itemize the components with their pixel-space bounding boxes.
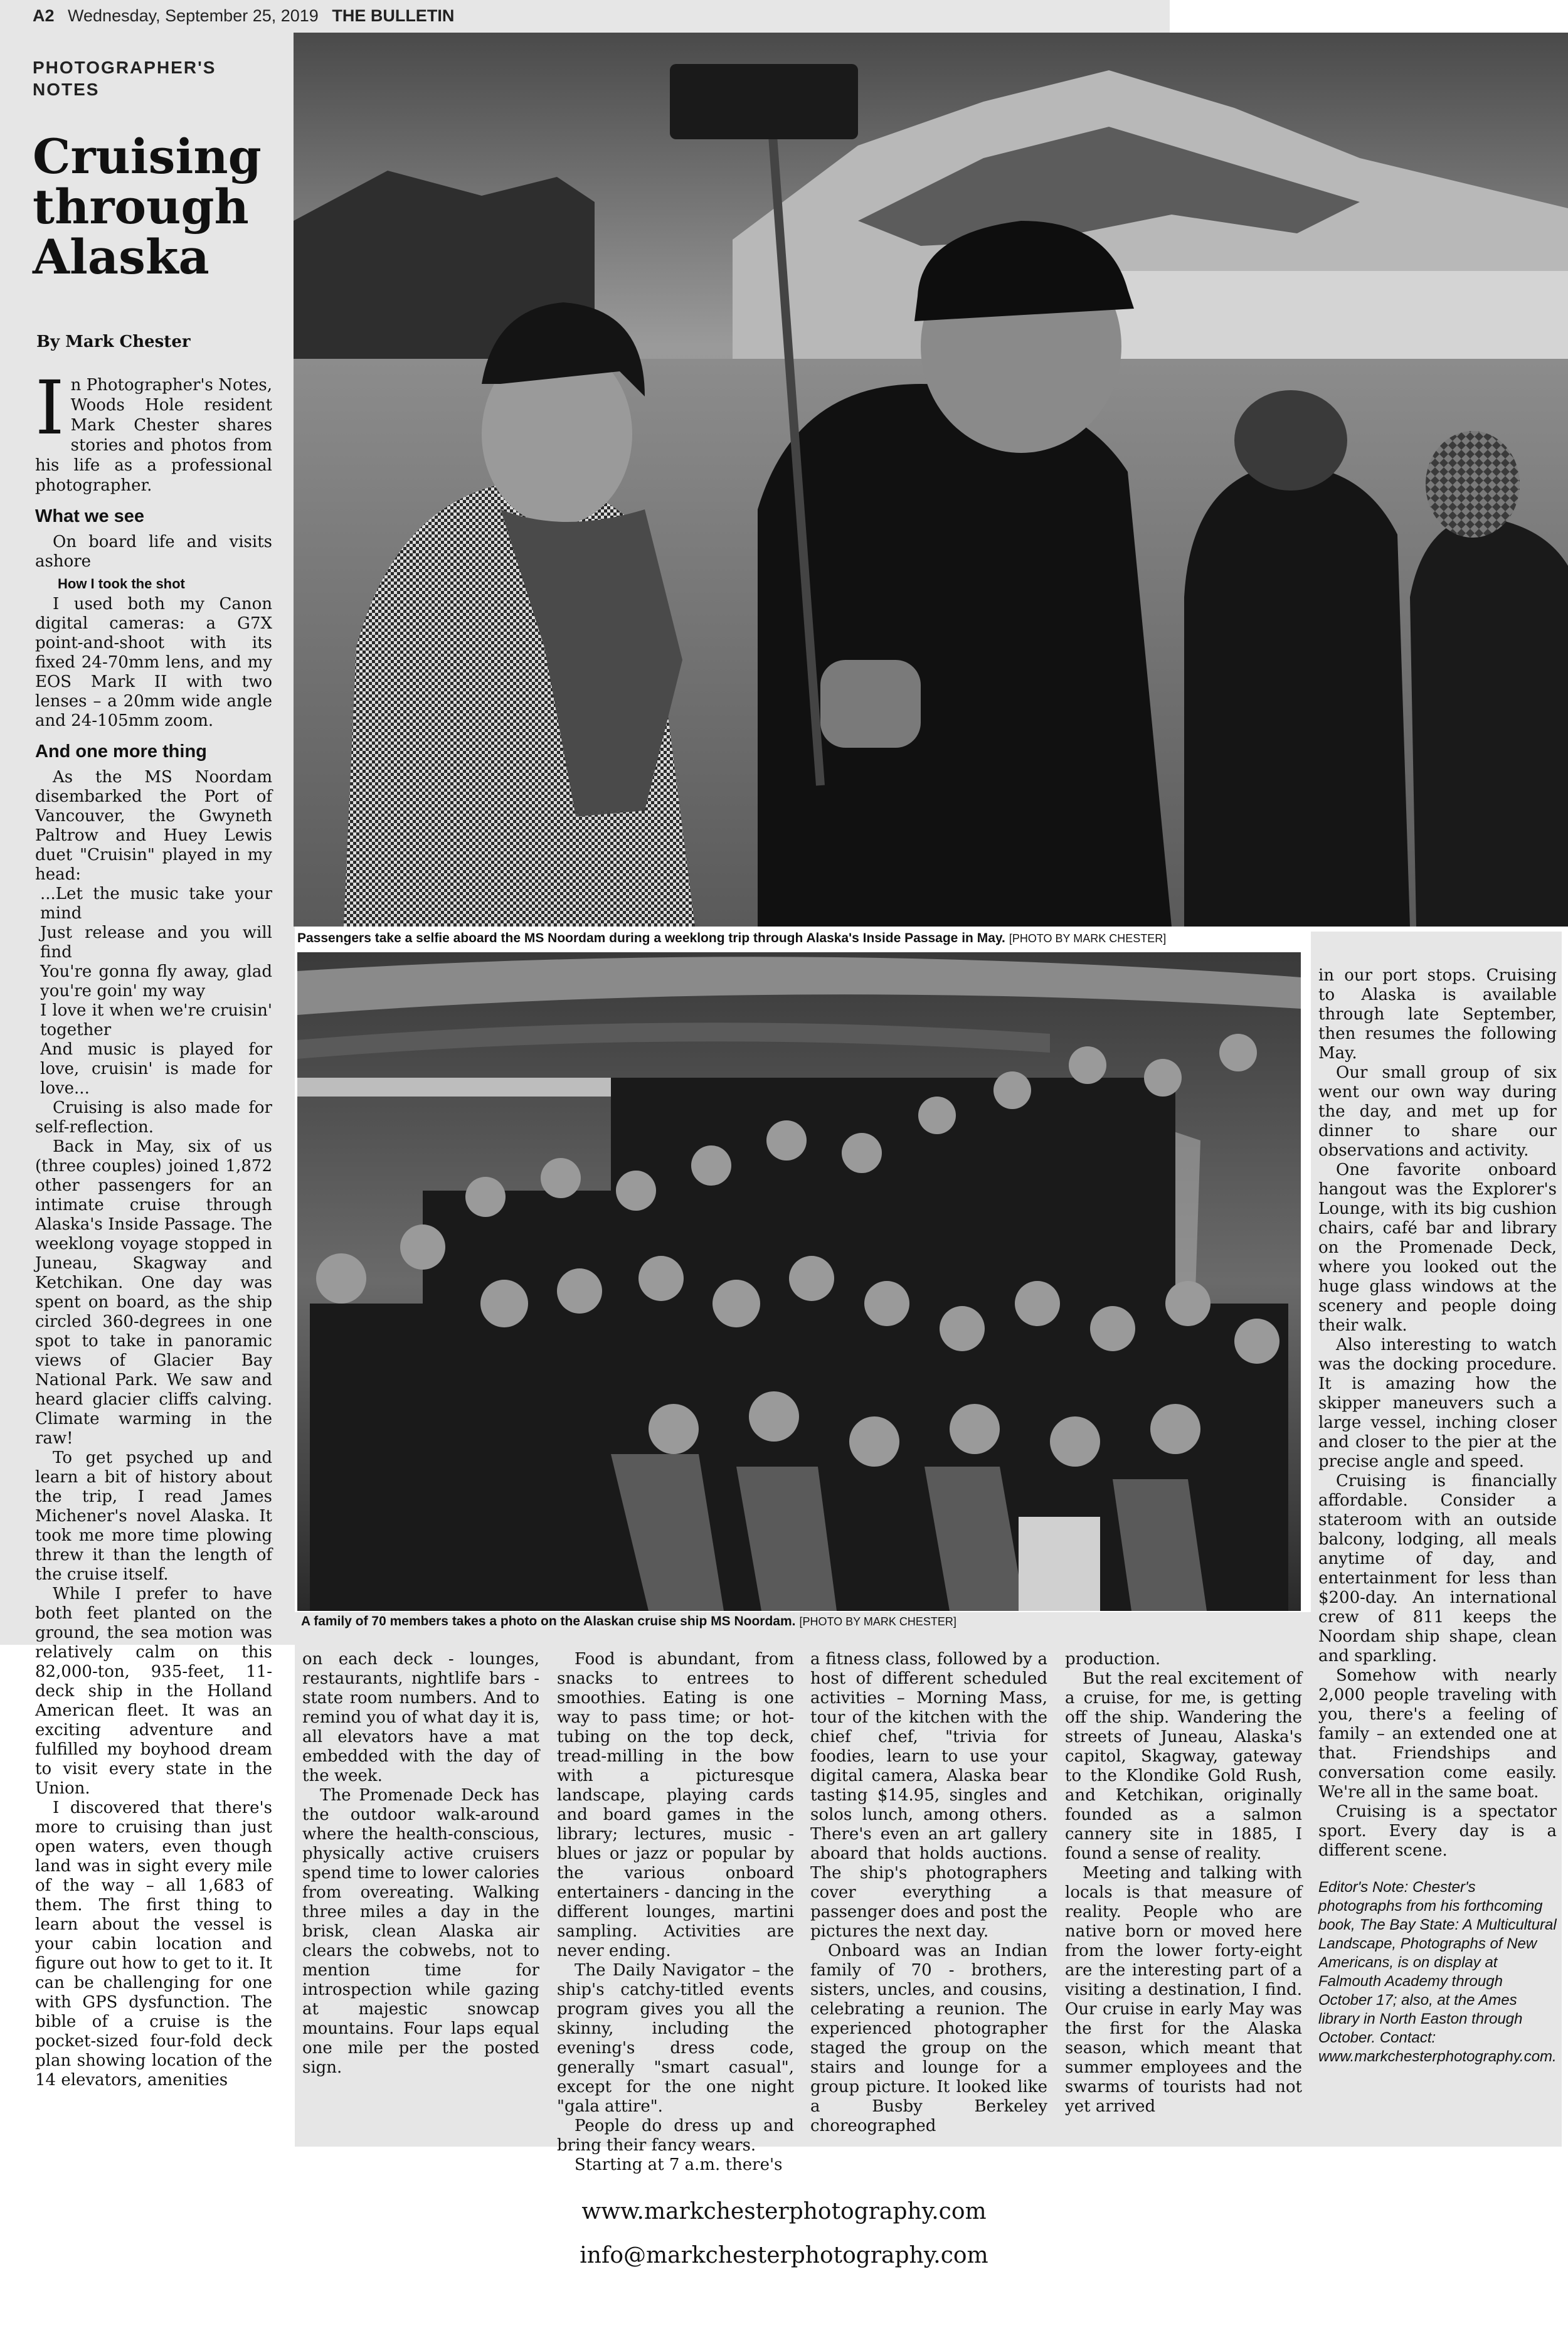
photo-family	[297, 952, 1301, 1611]
page-number: A2	[33, 6, 55, 25]
paragraph: Food is abundant, from snacks to entrees to smoothies. Eating is one way to pass time; or hot-tubing on the top deck, tread-milling in the bow with a picturesque landscape, playing cards and board games in the library; lectures, music - blues or jazz or popular by the various onboard entertainers - dancing in the different lounges, martini sampling. Activities are never ending.	[557, 1650, 794, 1960]
page-header	[33, 6, 454, 26]
article-column-3	[557, 1650, 794, 2175]
paragraph: While I prefer to have both feet planted on the ground, the sea motion was relatively calm on this 82,000-ton, 935-feet, 11-deck ship in the Holland American fleet. It was an exciting adventure and fulfilled my boyhood dream to visit every state in the Union.	[35, 1585, 272, 1798]
paragraph: Cruising is also made for self-reflection.	[35, 1098, 272, 1137]
article-headline: Cruising through Alaska	[33, 129, 262, 285]
article-column-4	[810, 1650, 1047, 2136]
paragraph: People do dress up and bring their fancy wears.	[557, 2117, 794, 2155]
lyric-line: And music is played for love, cruisin' is made for love...	[40, 1040, 272, 1098]
paragraph: I discovered that there's more to cruising than just open waters, even though land was in sight every mile of the way – all 1,683 of them. The first thing to learn about the vessel is your cabin location and figure out how to get to it. It can be challenging for one with GPS dysfunction. The bible of a cruise is the pocket-sized four-fold deck plan showing location of the 14 elevators, amenities	[35, 1798, 272, 2090]
section-kicker: PHOTOGRAPHER'S NOTES	[33, 58, 216, 99]
paragraph: a fitness class, followed by a host of different scheduled activities – Morning Mass, tour of the kitchen with the chief chef, "trivia for foodies, learn to use your digital camera, Alaska bear tasting $14.95, singles and solos lunch, among others. There's even an art gallery aboard that holds auctions. The ship's photographers cover everything a passenger does and post the pictures the next day.	[810, 1650, 1047, 1941]
byline: By Mark Chester	[36, 332, 191, 351]
footer-email: info@markchesterphotography.com	[580, 2243, 988, 2268]
paragraph: Our small group of six went our own way during the day, and met up for dinner to share our observations and activity.	[1318, 1063, 1557, 1160]
paragraph: As the MS Noordam disembarked the Port of Vancouver, the Gwyneth Paltrow and Huey Lewis duet "Cruisin" played in my head:	[35, 768, 272, 884]
paragraph: Somehow with nearly 2,000 people traveling with you, there's a feeling of family – an extended one at that. Friendships and conversation come easily. We're all in the same boat.	[1318, 1666, 1557, 1802]
paragraph: But the real excitement of a cruise, for me, is getting off the ship. Wandering the streets of Juneau, Alaska's capitol, Skagway, gateway to the Klondike Gold Rush, and Ketchikan, originally founded as a salmon cannery site in 1885, I found a sense of reality.	[1065, 1669, 1302, 1863]
paragraph: The Daily Navigator – the ship's catchy-titled events program gives you all the skinny, including the evening's dress code, generally "smart casual", except for the one night "gala attire".	[557, 1961, 794, 2116]
paragraph: Onboard was an Indian family of 70 - brothers, sisters, uncles, and cousins, celebrating a reunion. The experienced photographer staged the group on the stairs and lounge for a group picture. It looked like a Busby Berkeley choreographed	[810, 1942, 1047, 2135]
photo-credit: [PHOTO BY MARK CHESTER]	[799, 1615, 956, 1628]
lyric-line: You're gonna fly away, glad you're goin' my way	[40, 962, 272, 1001]
article-column-6	[1318, 966, 1557, 2066]
paragraph: in our port stops. Cruising to Alaska is available through late September, then resumes the following May.	[1318, 966, 1557, 1063]
editors-note: Editor's Note: Chester's photographs from his forthcoming book, The Bay State: A Multicultural Landscape, Photographs of New Americans, is on display at Falmouth Academy through October 17; also, at the Ames library in North Easton through October. Contact: www.markchesterphotography.com.	[1318, 1879, 1557, 2065]
drop-cap: I	[35, 364, 65, 451]
lyric-line: ...Let the music take your mind	[40, 884, 272, 923]
photo-caption-selfie	[297, 931, 1166, 946]
newspaper-name: THE BULLETIN	[332, 6, 455, 25]
article-column-5	[1065, 1650, 1302, 2117]
paragraph: Meeting and talking with locals is that measure of reality. People who are native born or moved here from the lower forty-eight are the interesting part of a visiting a destination, I find. Our cruise in early May was the first for the Alaska season, which meant that summer employees and the swarms of tourists had not yet arrived	[1065, 1864, 1302, 2116]
subhead-how-i-took: How I took the shot	[58, 576, 185, 592]
paragraph: The Promenade Deck has the outdoor walk-around where the health-conscious, physically active cruisers spend time to lower calories from overeating. Walking three miles a day in the brisk, clean Alaska air clears the cobwebs, not to mention time for introspection while gazing at majestic snowcap mountains. Four laps equal one mile per the posted sign.	[302, 1786, 539, 2077]
photo-caption-family	[301, 1614, 956, 1629]
paragraph: On board life and visits ashore	[35, 533, 272, 571]
paragraph: production.	[1065, 1650, 1161, 1669]
paragraph: Back in May, six of us (three couples) joined 1,872 other passengers for an intimate cruise through Alaska's Inside Passage. The weeklong voyage stopped in Juneau, Skagway and Ketchikan. One day was spent on board, as the ship circled 360-degrees in one spot to take in panoramic views of Glacier Bay National Park. We saw and heard glacier cliffs calving. Climate warming in the raw!	[35, 1137, 272, 1448]
subhead-one-more-thing: And one more thing	[35, 741, 207, 762]
paragraph: on each deck - lounges, restaurants, nightlife bars - state room numbers. And to remind you of what day it is, all elevators have a mat embedded with the day of the week.	[302, 1650, 539, 1785]
photo-selfie	[294, 33, 1568, 927]
paragraph: One favorite onboard hangout was the Explorer's Lounge, with its big cushion chairs, café bar and library on the Promenade Deck, where you looked out the huge glass windows at the scenery and people doing their walk.	[1318, 1161, 1557, 1335]
paragraph: Starting at 7 a.m. there's	[575, 2155, 783, 2174]
photo-credit: [PHOTO BY MARK CHESTER]	[1009, 932, 1167, 945]
paragraph: Also interesting to watch was the docking procedure. It is amazing how the skipper maneuvers such a large vessel, inching closer and closer to the pier at the precise angle and speed.	[1318, 1336, 1557, 1471]
lyric-line: Just release and you will find	[40, 923, 272, 962]
paragraph: To get psyched up and learn a bit of history about the trip, I read James Michener's novel Alaska. It took me more time plowing threw it than the length of the cruise itself.	[35, 1448, 272, 1584]
subhead-what-we-see: What we see	[35, 506, 145, 526]
caption-text: A family of 70 members takes a photo on the Alaskan cruise ship MS Noordam.	[301, 1614, 796, 1628]
issue-date: Wednesday, September 25, 2019	[68, 6, 319, 25]
paragraph: Cruising is a spectator sport. Every day is a different scene.	[1318, 1802, 1557, 1860]
intro-text: n Photographer's Notes, Woods Hole resident Mark Chester shares stories and photos from his life as a professional photographer.	[35, 376, 273, 495]
paragraph: Cruising is financially affordable. Consider a stateroom with an outside balcony, lodging, all meals anytime of day, and entertainment for less than $200-day. An international crew of 811 keeps the Noordam ship shape, clean and sparkling.	[1318, 1472, 1557, 1665]
caption-text: Passengers take a selfie aboard the MS Noordam during a weeklong trip through Alaska's Inside Passage in May.	[297, 931, 1005, 945]
paragraph: I used both my Canon digital cameras: a G7X point-and-shoot with its fixed 24-70mm lens, and my EOS Mark II with two lenses – a 20mm wide angle and 24-105mm zoom.	[35, 595, 272, 730]
footer-website: www.markchesterphotography.com	[581, 2199, 987, 2224]
lyric-line: I love it when we're cruisin' together	[40, 1001, 272, 1039]
article-column-2	[302, 1650, 539, 2078]
article-column-1	[35, 364, 273, 2090]
